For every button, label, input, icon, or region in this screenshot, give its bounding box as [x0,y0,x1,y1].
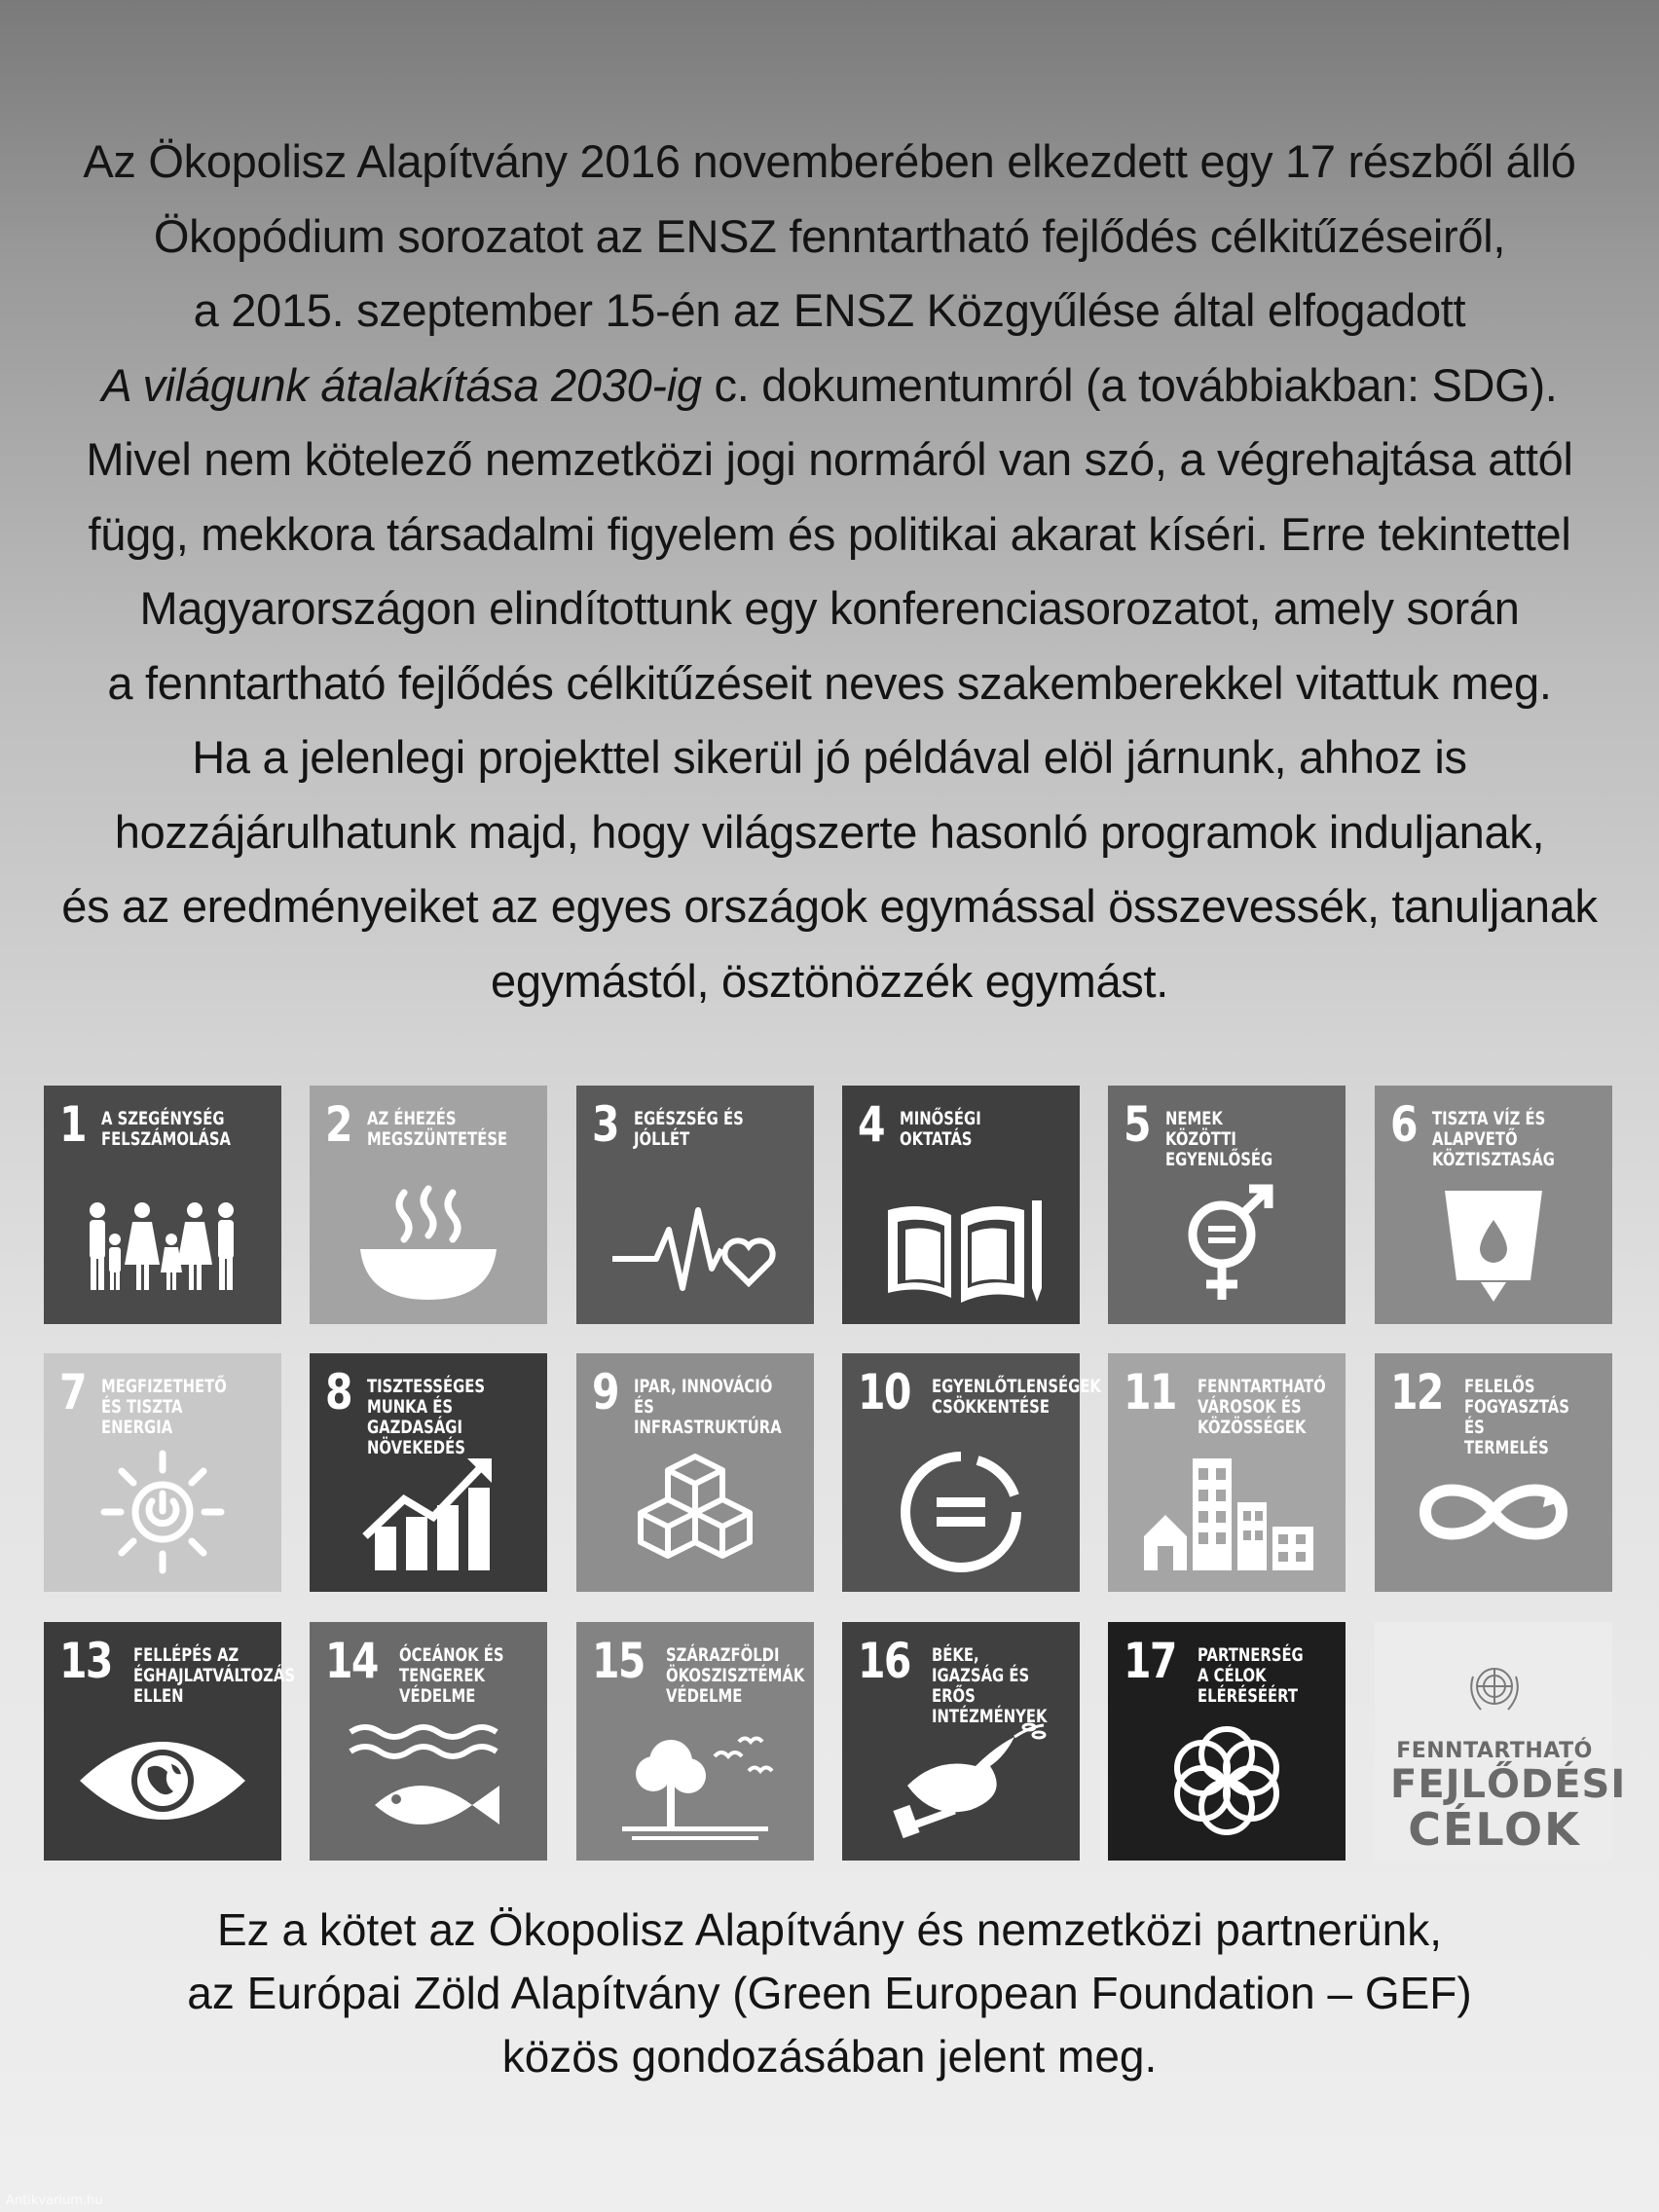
sdg-goals-grid [44,1086,1626,1861]
infinity-icon [1375,1441,1612,1582]
intro-line: a fenntartható fejlődés célkitűzéseit neves szakemberekkel vitattuk meg. [107,656,1552,709]
tree-birds-icon [576,1710,814,1851]
sdg-goal-tile [310,1353,547,1592]
goal-label: SZÁRAZFÖLDI ÖKOSZISZTÉMÁK VÉDELME [665,1644,804,1707]
goal-number: 15 [592,1633,645,1689]
sdg-goal-tile [1108,1622,1346,1861]
goal-label: EGÉSZSÉG ÉS JÓLLÉT [633,1108,744,1150]
sdg-goal-tile [842,1086,1080,1324]
sdg-goal-tile [44,1353,281,1592]
sdg-goal-tile [1108,1086,1346,1324]
heartbeat-icon [576,1173,814,1314]
intro-line: Magyarországon elindítottunk egy konferenciasorozatot, amely során [139,582,1520,634]
goal-number: 2 [325,1096,351,1153]
intro-line: és az eredményeiket az egyes országok egymással összevessék, tanuljanak [61,880,1598,932]
intro-line: a 2015. szeptember 15-én az ENSZ Közgyűlése által elfogadott [193,284,1466,336]
sdg-goal-tile [842,1353,1101,1592]
goal-number: 13 [59,1633,112,1689]
publication-note [58,1899,1601,2088]
goal-number: 17 [1124,1633,1176,1689]
goal-number: 6 [1390,1096,1417,1153]
cubes-icon [576,1441,814,1582]
goal-label: EGYENLŐTLENSÉGEK CSÖKKENTÉSE [931,1376,1101,1418]
city-icon [1108,1441,1346,1582]
eye-globe-icon [44,1710,281,1851]
goal-label: IPAR, INNOVÁCIÓ ÉS INFRASTRUKTÚRA [633,1376,782,1438]
intro-line: egymástól, ösztönözzék egymást. [490,954,1169,1007]
goal-label: NEMEK KÖZÖTTI EGYENLŐSÉG [1164,1108,1273,1170]
document-title-italic: A világunk átalakítása 2030-ig [101,358,702,411]
intro-line: függ, mekkora társadalmi figyelem és politikai akarat kíséri. Erre tekintettel [88,507,1571,560]
outro-line: közös gondozásában jelent meg. [501,2031,1158,2082]
intro-line: Ökopódium sorozatot az ENSZ fenntartható fejlődés célkitűzéseiről, [153,209,1506,262]
sdg-logo-tile [1375,1622,1627,1861]
fish-waves-icon [310,1710,547,1851]
outro-line: Ez a kötet az Ökopolisz Alapítvány és nemzetközi partnerünk, [217,1904,1442,1955]
water-glass-icon [1375,1173,1612,1314]
intro-line-rest: c. dokumentumról (a továbbiakban: SDG). [714,358,1558,411]
intro-line: Az Ökopolisz Alapítvány 2016 novemberében elkezdett egy 17 részből álló [83,135,1576,187]
goal-number: 3 [592,1096,618,1153]
goal-label: ÓCEÁNOK ÉS TENGEREK VÉDELME [398,1644,504,1707]
sdg-goal-tile [576,1353,814,1592]
logo-line-2: FEJLŐDÉSI [1390,1762,1627,1807]
goal-label: MEGFIZETHETŐ ÉS TISZTA ENERGIA [100,1376,227,1438]
goal-number: 12 [1390,1364,1443,1420]
goal-label: FELELŐS FOGYASZTÁS ÉS TERMELÉS [1463,1376,1569,1458]
goal-label: PARTNERSÉG A CÉLOK ELÉRÉSÉÉRT [1197,1644,1304,1707]
bowl-icon [310,1173,547,1314]
intro-line: hozzájárulhatunk majd, hogy világszerte hasonló programok induljanak, [114,805,1545,858]
goal-label: MINŐSÉGI OKTATÁS [899,1108,981,1150]
goal-number: 5 [1124,1096,1150,1153]
goal-label: AZ ÉHEZÉS MEGSZÜNTETÉSE [366,1108,507,1150]
sdg-goal-tile [1375,1353,1612,1592]
sun-power-icon [44,1441,281,1582]
dove-gavel-icon [842,1710,1080,1851]
goal-number: 9 [592,1364,618,1420]
sdg-goal-tile [842,1622,1080,1861]
logo-line-3: CÉLOK [1408,1803,1581,1856]
logo-line-1: FENNTARTHATÓ [1396,1739,1593,1763]
sdg-goal-tile [1375,1086,1612,1324]
intro-line: Ha a jelenlegi projekttel sikerül jó példával elöl járnunk, ahhoz is [192,731,1467,783]
intro-line [58,349,1601,424]
goal-label: A SZEGÉNYSÉG FELSZÁMOLÁSA [100,1108,231,1150]
goal-label: FENNTARTHATÓ VÁROSOK ÉS KÖZÖSSÉGEK [1197,1376,1326,1438]
goal-number: 14 [325,1633,378,1689]
sdg-goal-tile [44,1086,281,1324]
intro-paragraph [58,125,1601,1018]
gender-equality-icon [1108,1173,1346,1314]
goal-number: 7 [59,1364,86,1420]
sdg-goal-tile [44,1622,295,1861]
goal-label: FELLÉPÉS AZ ÉGHAJLATVÁLTOZÁS ELLEN [132,1644,295,1707]
intro-line: Mivel nem kötelező nemzetközi jogi normáról van szó, a végrehajtása attól [86,433,1573,485]
goal-label: TISZTESSÉGES MUNKA ÉS GAZDASÁGI NÖVEKEDÉS [366,1376,485,1458]
growth-chart-icon [310,1441,547,1582]
partnership-rings-icon [1108,1710,1346,1851]
sdg-goal-tile [1108,1353,1346,1592]
goal-label: BÉKE, IGAZSÁG ÉS ERŐS INTÉZMÉNYEK [931,1644,1048,1727]
goal-number: 8 [325,1364,351,1420]
family-icon [44,1173,281,1314]
sdg-goal-tile [310,1086,547,1324]
goal-label: TISZTA VÍZ ÉS ALAPVETŐ KÖZTISZTASÁG [1431,1108,1555,1170]
watermark: Antikvarium.hu [6,2194,103,2208]
un-emblem-icon [1465,1657,1524,1715]
outro-line: az Európai Zöld Alapítvány (Green European Foundation – GEF) [187,1968,1472,2018]
sdg-goal-tile [576,1086,814,1324]
equals-circle-icon [842,1441,1080,1582]
goal-number: 11 [1124,1364,1176,1420]
goal-number: 1 [59,1096,86,1153]
sdg-goal-tile [576,1622,814,1861]
sdg-goal-tile [310,1622,547,1861]
book-pencil-icon [842,1173,1080,1314]
goal-number: 10 [858,1364,910,1420]
goal-number: 4 [858,1096,884,1153]
goal-number: 16 [858,1633,910,1689]
